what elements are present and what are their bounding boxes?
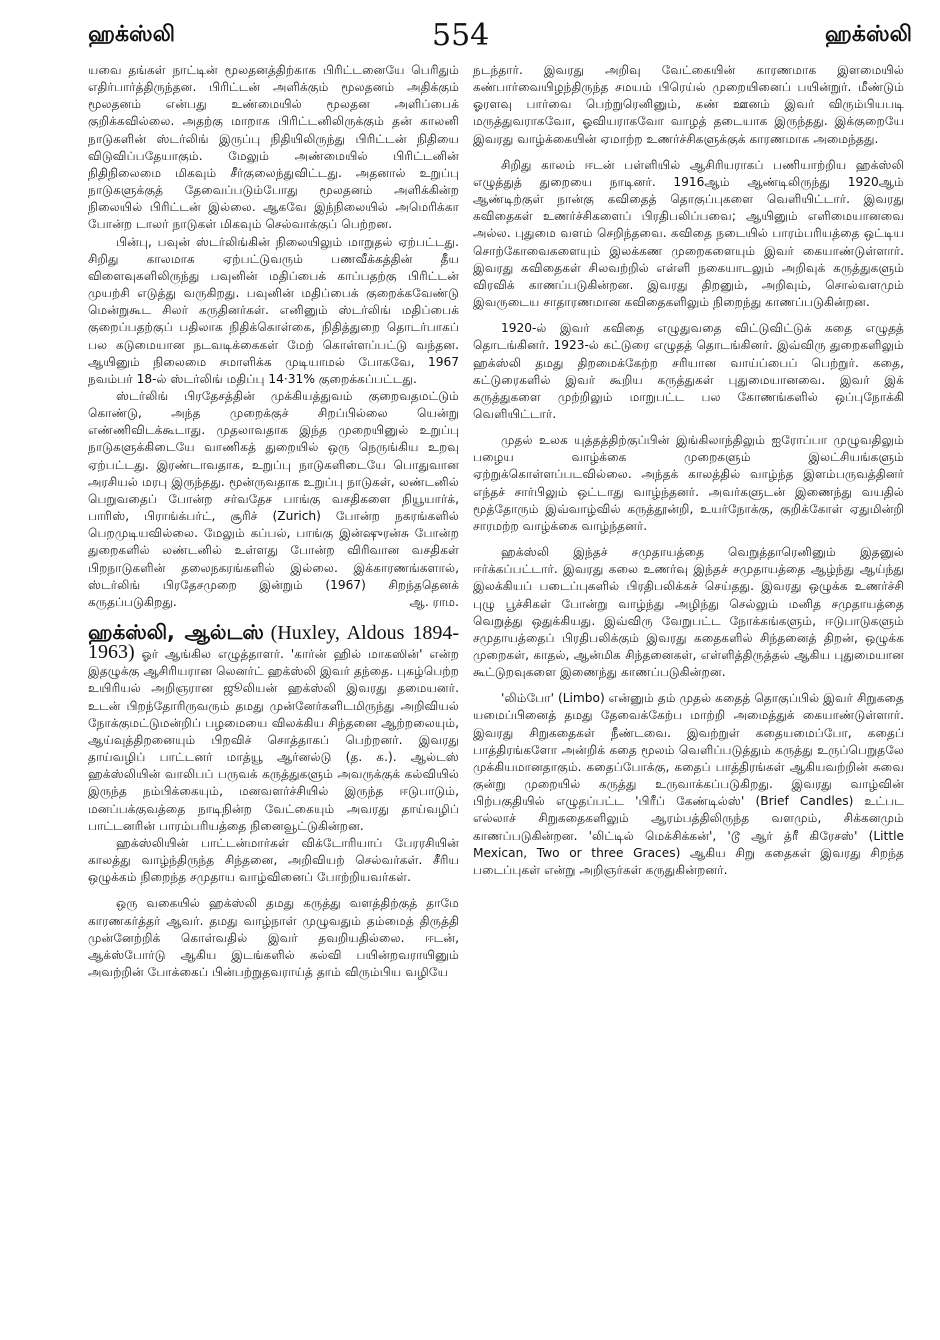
paragraph: 'லிம்போ' (Limbo) என்னும் தம் முதல் கதைத் தொகுப்பில் இவர் சிறுகதை யமைப்பினைத் தமது தேவைக்கேற்ப மாற்றி அமைத்துக் கையாண்டுள்ளார். இவரது சிறுகதைகள் நீண்டவை. இவற்றுள் கதையமைப்போ, கதைப் பாத்திரங்களோ அன்றிக் கதை மூலம் வெளிப்படுத்தும் கருத்து உருப்பெறுதலே முக்கியமானதாகும். கதைப்போக்கு, கதைப் பாத்திரங்கள் ஆகியவற்றின் சுவை குன்று முறையில் கருத்து உருவாக்கப்படுகிறது. இவரது வாழ்வின் பிற்பகுதியில் எழுதப்பட்ட 'பிரீப் கேண்டில்ஸ்' (Brief Candles) உட்பட எல்லாச் சிறுகதைகளிலும் ஆரம்பத்திலிருந்த வளமும், சிக்கனமும் காணப்படுகின்றன. 'லிட்டில் மெக்சிக்கன்', 'டூ ஆர் த்ரீ கிரேசஸ்' (Little Mexican, Two or three Graces) ஆகிய சிறு கதைகள் இவரது சிறந்த படைப்புகள் என்று அறிஞர்கள் கருதுகின்றனர். — [473, 691, 904, 877]
paragraph: ஹக்ஸ்லி இந்தச் சமுதாயத்தை வெறுத்தாரெனினும் இதனுல் ஈர்க்கப்பட்டார். இவரது கலை உணர்வு இந்தச் சமுதாயத்தை ஆழ்ந்து ஆய்ந்து இலக்கியப் படைப்புகளில் பிரதிபலிக்கச் செய்தது. இவரது ஒழுக்க உணர்ச்சி புழு பூச்சிகள் போன்று வாழ்ந்து அழிந்து செல்லும் மனித சமுதாயத்தை வெறுத்து ஒதுக்கியது. இவ்விரு வேறுபட்ட நோக்கங்களும், ஈடுபாடுகளும் சமுதாயத்தைப் பிரதிபலிக்கும் இவரது கதைகளில் சிந்தனைத் திறன், ஒழுக்க முறைகள், காதல், ஆன்மிக சிந்தனைகள், எள்ளித்திருத்தல் ஆகிய புதுமையான கூட்டுறவுகளை இணைந்து காணப்படுகின்றன. — [473, 545, 904, 680]
paragraph: யவை தங்கள் நாட்டின் மூலதனத்திற்காக பிரிட்டனையே பெரிதும் எதிர்பார்த்திருந்தன. பிரிட்டன் அளிக்கும் மூலதனம் அதிக்கும் மூலதனம் என்பது உண்மையில் மூலதன அளிப்பைக் குறிக்கவில்லை. அதற்கு மாறாக பிரிட்டனிலிருக்கும் தன் காலனி நாடுகளின் ஸ்டர்லிங் இருப்பு நிதியிலிருந்து பிரிட்டன் நிதியை விடுவிப்பதேயாகும். மேலும் அண்மையில் பிரிட்டனின் நிதிநிலைமை மிகவும் சீர்குலைந்துவிட்டது. அதனால் உறுப்பு நாடுகளுக்குத் தேவைப்படும்போது மூலதனம் அளிக்கின்ற நிலையில் பிரிட்டன் இல்லை. ஆகவே இந்நிலையில் அமெரிக்கா போன்ற டாலர் நாடுகள் மிகவும் செல்வாக்குப் பெற்றன. — [88, 63, 459, 232]
entry-title: ஹக்ஸ்லி, ஆல்டஸ் — [88, 620, 264, 644]
encyclopedia-entry — [88, 620, 459, 835]
paragraph: பின்பு, பவுன் ஸ்டர்லிங்கின் நிலையிலும் மாறுதல் ஏற்பட்டது. சிறிது காலமாக ஏற்பட்டுவரும் பணவீக்கத்தின் தீய விளைவுகளிலிருந்து பவுனின் மதிப்பைக் காப்பதற்கு பிரிட்டன் முயற்சி எடுத்து வருகிறது. பவுனின் மதிப்பைக் குறைக்கவேண்டு மென்றுகூட சிலர் கருதினர்கள். எனினும் ஸ்டர்லிங் மதிப்பைக் குறைப்பதற்குப் பதிலாக நிதிக்கொள்கை, நிதித்துறை தொடர்பாகப் பல கடுமையான நடவடிக்கைகள் மேற் கொள்ளப்பட்டு வந்தன. ஆயினும் நிலைமை சமாளிக்க முடியாமல் போகவே, 1967 நவம்பர் 18-ல் ஸ்டர்லிங் மதிப்பு 14·31% குறைக்கப்பட்டது. — [88, 234, 459, 386]
entry-text: ஓர் ஆங்கில எழுத்தாளர். 'கார்ன் ஹில் மாகஸின்' என்ற இதழுக்கு ஆசிரியரான லெனர்ட் ஹக்ஸ்லி இவர் தந்தை. புகழ்பெற்ற உயிரியல் அறிஞரான ஜூலியன் ஹக்ஸ்லி இவரது தமையனர். உடன் பிறந்தோரிருவரும் தமது முன்னேர்களிடமிருந்து அறிவியல் நோக்குமட்டுமன்றிப் பழமையை விலக்கிய சிந்தனை ஆற்றலையும், ஆய்வுத்திறனையும் பிறவிச் சொத்தாகப் பெற்றனர். இவரது தாய்வழிப் பாட்டனர் மாத்யூ ஆர்னல்டு (த. க.). ஆல்டஸ் ஹக்ஸ்லியின் வாலிபப் பருவக் கருத்துகளும் அவருக்குக் கல்வியில் இருந்த நம்பிக்கையும், மனவளர்ச்சியில் இருந்த ஈடுபாடும், மனப்பக்குவத்தை நாடிநின்ற வேட்கையும் அவரது தாய்வழிப் பாட்டனரின் பாரம்பரியத்தை நினைவூட்டுகின்றன. — [88, 647, 459, 833]
left-column — [88, 62, 459, 981]
running-head-right: ஹக்ஸ்லி — [824, 22, 912, 47]
running-head-left: ஹக்ஸ்லி — [88, 22, 176, 47]
paragraph: சிறிது காலம் ஈடன் பள்ளியில் ஆசிரியராகப் பணியாற்றிய ஹக்ஸ்லி எழுத்துத் துறையை நாடினர். 1916ஆம் ஆண்டிலிருந்து 1920ஆம் ஆண்டிற்குள் நான்கு கவிதைத் தொகுப்புகளை வெளியிட்டார். இவரது கவிதைகள் உணர்ச்சிகளைப் பிரதிபலிப்பவை; ஆயினும் எளிமையானவை அல்ல. புதுமை வளம் செறிந்தவை. கவிதை நடையில் பாரம்பரியத்தை ஒட்டிய சொற்கோவைகளையும் இலக்கண முறைகளையும் இவர் கையாண்டுள்ளார். இவரது கவிதைகள் சிலவற்றில் எள்ளி நகையாடலும் அறிவுக் கருத்துகளும் விரவிக் காணப்படுகின்றன. இவரது திறனும், அறிவும், சொல்வளமும் இவருடைய சாதாரணமான கவிதைகளிலும் நிறைந்து காணப்படுகின்றன. — [473, 157, 904, 310]
paragraph — [88, 388, 459, 611]
paragraph: நடந்தார். இவரது அறிவு வேட்கையின் காரணமாக இளமையில் கண்பார்வையிழந்திருந்த சமயம் பிரெய்ல் முறையினைப் பயின்றுர். மீண்டும் ஓரளவு பார்வை பெற்றுரெனினும், கண் ஊனம் இவர் விரும்பியபடி மருத்துவராகவோ, ஓவியராகவோ வாழத் தடையாக இருந்தது. இக்குறையே இவரது வாழ்க்கையின் ஏமாற்ற உணர்ச்சிகளுக்குக் காரணமாக அமைந்தது. — [473, 63, 904, 146]
page-header — [0, 8, 940, 58]
paragraph: ஹக்ஸ்லியின் பாட்டன்மார்கள் விக்டோரியாப் பேரரசியின் காலத்து வாழ்ந்திருந்த சிந்தனை, அறிவியற் செல்வர்கள். சீரிய ஒழுக்கம் நிறைந்த சமுதாய வாழ்வினைப் போற்றியவர்கள். — [88, 835, 459, 885]
paragraph: 1920-ல் இவர் கவிதை எழுதுவதை விட்டுவிட்டுக் கதை எழுதத் தொடங்கினர். 1923-ல் கட்டுரை எழுதத் தொடங்கினர். இவ்விரு துறைகளிலும் ஹக்ஸ்லி தமது திறமைக்கேற்ற சரியான வாய்ப்பைப் பெற்றுர். கதை, கட்டுரைகளில் இவர் கூறிய கருத்துகள் புதுமையானவை. இவர் இக் கருத்துகளை முற்றிலும் மாறுபட்ட பல கோணங்களில் ஒப்புநோக்கி வெளியிட்டார். — [473, 321, 904, 421]
entry-latin-name: (Huxley, Aldous 1894-1963) — [88, 622, 460, 664]
page-number: 554 — [432, 18, 490, 53]
paragraph-text: ஸ்டர்லிங் பிரதேசத்தின் முக்கியத்துவம் குறைவதமட்டும் கொண்டு, அந்த முறைக்குச் சிறப்பில்லை யென்று எண்ணிவிடக்கூடாது. முதலாவதாக இந்த முறையினுல் உறுப்பு நாடுகளுக்கிடையே வாணிகத் துறையில் ஒரு நெருங்கிய உறவு ஏற்பட்டது. இரண்டாவதாக, உறுப்பு நாடுகளிடையே பொதுவான அரசியல் மரபு இருந்தது. மூன்ருவதாக உறுப்பு நாடுகள், லண்டனில் பெறுவதைப் போன்ற சர்வதேச பாங்கு வசதிகளை நியூயார்க், பாரிஸ், பிராங்க்பர்ட், சூரிச் (Zurich) போன்ற நகரங்களில் பெறமுடியவில்லை. மேலும் கப்பல், பாங்கு இன்ஷுரன்சு போன்ற துறைகளில் லண்டனில் உள்ளது போன்ற விரிவான வசதிகள் பிறநாடுகளின் தலைநகரங்களில் இல்லை. இக்காரணங்களால், ஸ்டர்லிங் பிரதேசமுறை இன்றும் (1967) சிறந்ததெனக் கருதப்படுகிறது. — [88, 388, 459, 609]
author-signature: ஆ. ராம. — [409, 594, 459, 609]
paragraph: முதல் உலக யுத்தத்திற்குப்பின் இங்கிலாந்திலும் ஐரோப்பா முழுவதிலும் பழைய வாழ்க்கை முறைகளும் இலட்சியங்களும் ஏற்றுக்கொள்ளப்படவில்லை. அந்தக் காலத்தில் வாழ்ந்த இளம்பருவத்தினர் எந்தச் சார்பிலும் ஒட்டாது வாழ்ந்தனர். அவர்களுடன் இணைந்து வயதில் மூத்தோரும் இவ்வாழ்வில் கருத்தூன்றி, உயர்நோக்கு, குறிக்கோள் ஏதுமின்றி சாரமற்ற வாழ்க்கை வாழ்ந்தனர். — [473, 433, 904, 533]
paragraph: ஒரு வகையில் ஹக்ஸ்லி தமது கருத்து வளத்திற்குத் தாமே காரணகர்த்தர் ஆவர். தமது வாழ்நாள் முழுவதும் தம்மைத் திருத்தி முன்னேற்றிக் கொள்வதில் இவர் தவறியதில்லை. ஈடன், ஆக்ஸ்போர்டு ஆகிய இடங்களில் கல்வி பயின்றவராயினும் அவற்றின் போக்கைப் பின்பற்றுதவராய்த் தாம் விரும்பிய வழியே — [88, 896, 459, 979]
right-column — [473, 62, 904, 879]
